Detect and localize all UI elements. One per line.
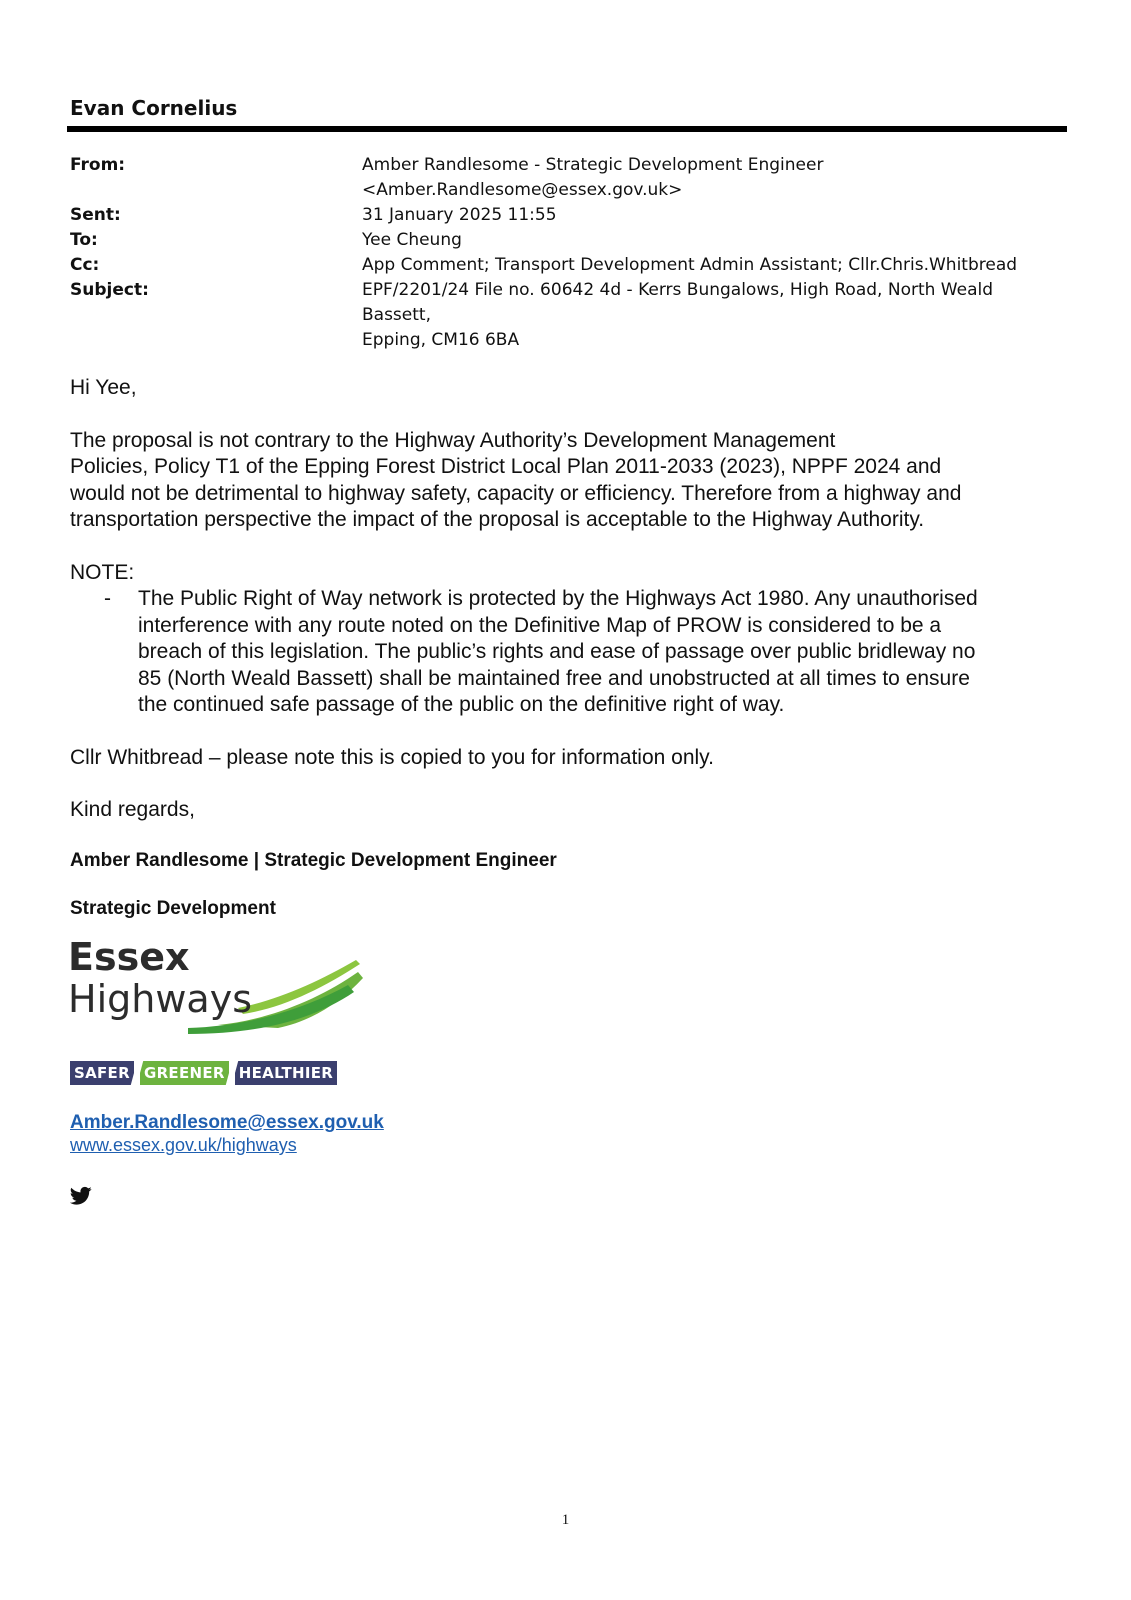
tagline-safer: SAFER	[70, 1061, 134, 1085]
subject-value	[362, 278, 1062, 353]
header-divider	[67, 126, 1067, 132]
tagline-greener: GREENER	[140, 1061, 229, 1085]
essex-highways-logo	[68, 930, 368, 1040]
note-text	[138, 586, 1053, 719]
email-link[interactable]: Amber.Randlesome@essex.gov.uk	[70, 1112, 384, 1133]
subject-line-1: EPF/2201/24 File no. 60642 4d - Kerrs Bungalows, High Road, North Weald Bassett,	[362, 280, 994, 325]
tagline-banner	[70, 1061, 337, 1085]
note-line: interference with any route noted on the Definitive Map of PROW is considered to be a	[138, 613, 942, 637]
subject-label: Subject:	[70, 280, 149, 300]
assessment-paragraph	[70, 428, 1070, 534]
sign-off: Kind regards,	[70, 798, 195, 821]
to-row	[70, 228, 1070, 253]
to-value: Yee Cheung	[362, 230, 462, 250]
assessment-line: would not be detrimental to highway safety, capacity or efficiency. Therefore from a highway and	[70, 481, 962, 505]
signature-name-title: Amber Randlesome | Strategic Development Engineer	[70, 850, 557, 871]
to-label: To:	[70, 230, 98, 250]
tagline-healthier: HEALTHIER	[235, 1061, 337, 1085]
cllr-note: Cllr Whitbread – please note this is copied to you for information only.	[70, 745, 714, 769]
note-line: The Public Right of Way network is protected by the Highways Act 1980. Any unauthorised	[138, 587, 978, 610]
page-number: 1	[561, 1512, 570, 1528]
cc-label: Cc:	[70, 255, 100, 275]
cc-value: App Comment; Transport Development Admin Assistant; Cllr.Chris.Whitbread	[362, 255, 1018, 275]
subject-line-2: Epping, CM16 6BA	[362, 330, 520, 350]
email-body	[70, 375, 1070, 824]
logo-word-essex: Essex	[68, 935, 190, 979]
sent-row	[70, 203, 1070, 228]
website-link[interactable]: www.essex.gov.uk/highways	[70, 1135, 297, 1155]
logo-word-highways: Highways	[68, 977, 252, 1021]
cc-row	[70, 253, 1070, 278]
assessment-line: The proposal is not contrary to the Highway Authority’s Development Management	[70, 428, 836, 452]
from-name: Amber Randlesome - Strategic Development Engineer	[362, 155, 824, 175]
note-bullet: -	[104, 587, 111, 610]
sent-value: 31 January 2025 11:55	[362, 205, 557, 225]
sent-label: Sent:	[70, 205, 121, 225]
email-header	[70, 153, 1070, 353]
note-line: the continued safe passage of the public on the definitive right of way.	[138, 693, 785, 716]
assessment-line: Policies, Policy T1 of the Epping Forest District Local Plan 2011-2033 (2023), NPPF 2024 and	[70, 455, 942, 478]
mailbox-owner-name: Evan Cornelius	[70, 96, 238, 120]
note-heading: NOTE:	[70, 560, 135, 584]
from-address: <Amber.Randlesome@essex.gov.uk>	[362, 180, 683, 200]
twitter-icon[interactable]	[70, 1186, 92, 1206]
subject-row	[70, 278, 1070, 353]
from-label: From:	[70, 155, 126, 175]
from-row	[70, 153, 1070, 203]
greeting: Hi Yee,	[70, 376, 137, 399]
note-line: breach of this legislation. The public’s rights and ease of passage over public bridleway no	[138, 640, 976, 663]
assessment-line: transportation perspective the impact of the proposal is acceptable to the Highway Authority.	[70, 508, 925, 531]
note-line: 85 (North Weald Bassett) shall be maintained free and unobstructed at all times to ensure	[138, 666, 970, 690]
note-list-item	[70, 586, 1070, 719]
signature-department: Strategic Development	[70, 898, 276, 919]
from-value	[362, 153, 1062, 203]
